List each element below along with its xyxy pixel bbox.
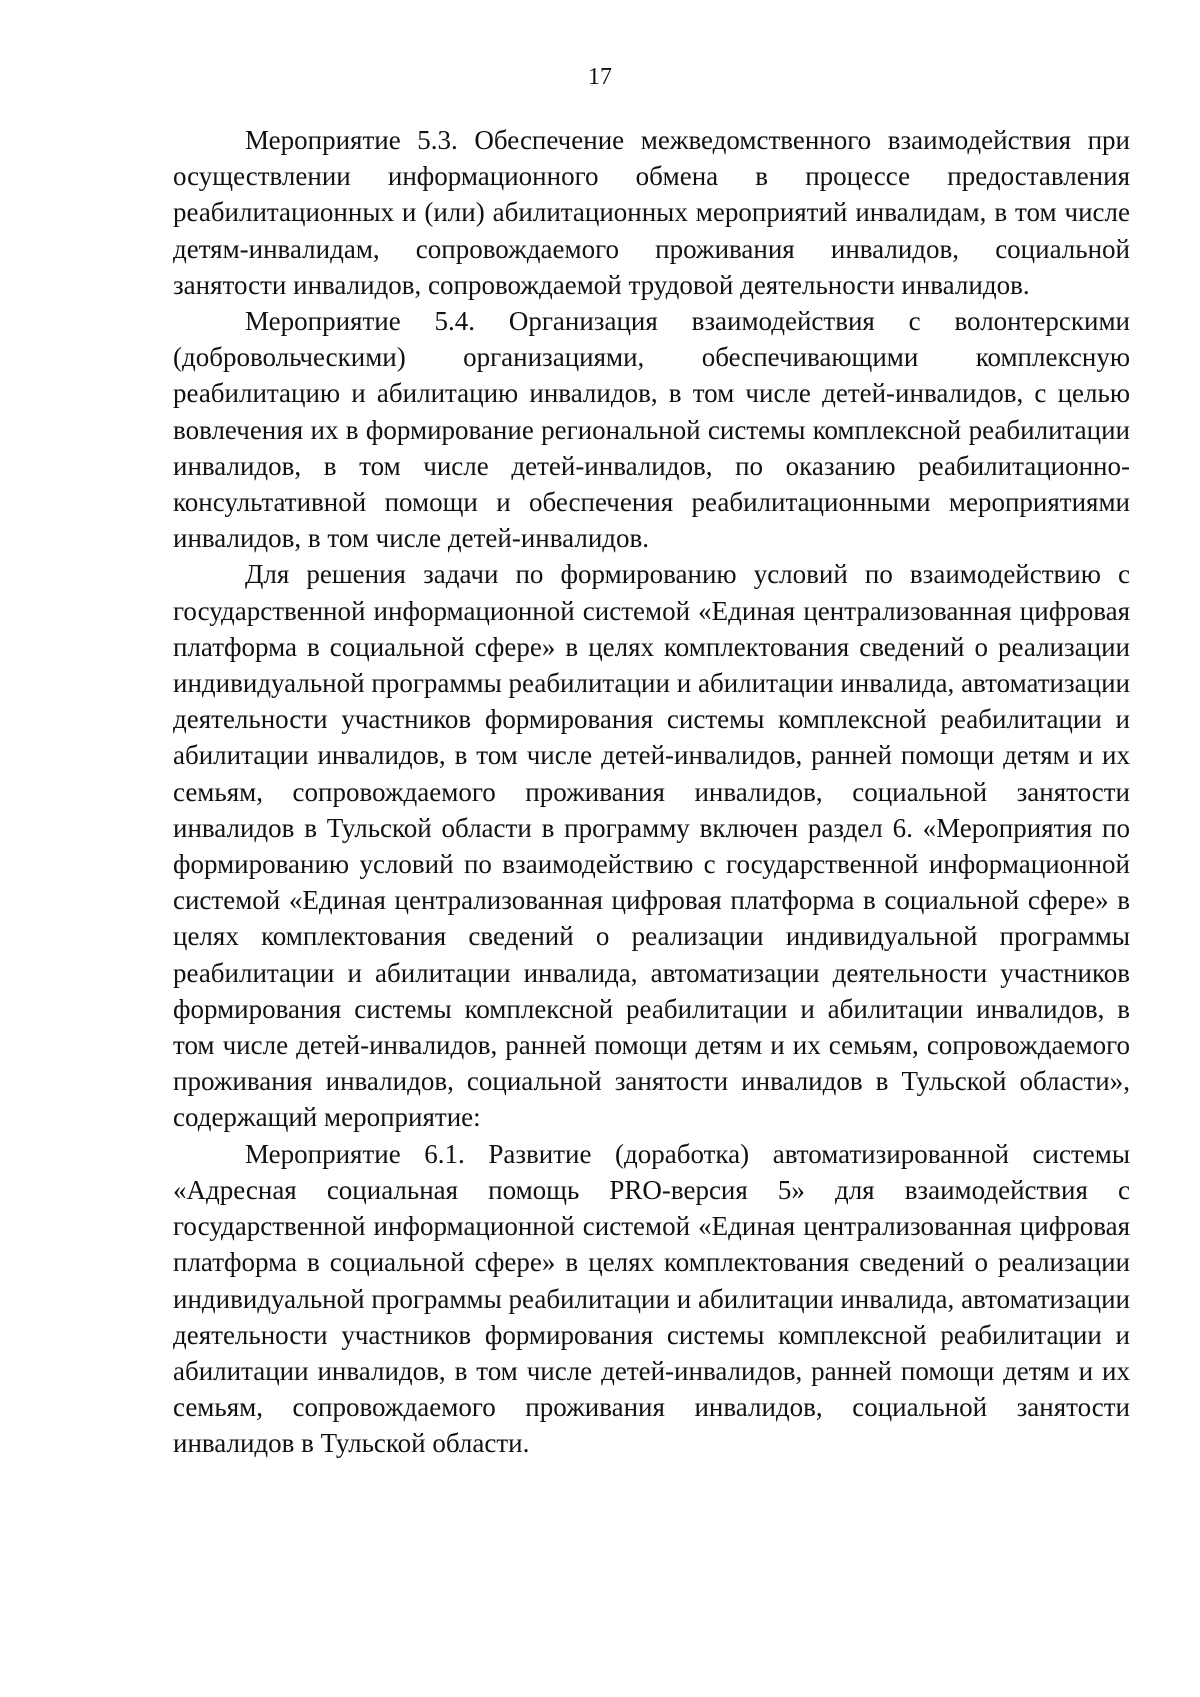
paragraph-measure-6-1: Мероприятие 6.1. Развитие (доработка) автоматизированной системы «Адресная социальная помощь PRO-версия 5» для взаимодействия с государственной информационной системой «Единая централизованная цифровая платформа в социальной сфере» в целях комплектования сведений о реализации индивидуальной программы реабилитации и абилитации инвалида, автоматизации деятельности участников формирования системы комплексной реабилитации и абилитации инвалидов, в том числе детей-инвалидов, ранней помощи детям и их семьям, сопровождаемого проживания инвалидов, социальной занятости инвалидов в Тульской области.: [173, 1138, 1130, 1459]
paragraph-measure-5-3: Мероприятие 5.3. Обеспечение межведомственного взаимодействия при осуществлении информационного обмена в процессе предоставления реабилитационных и (или) абилитационных мероприятий инвалидам, в том числе детям-инвалидам, сопровождаемого проживания инвалидов, социальной занятости инвалидов, сопровождаемой трудовой деятельности инвалидов.: [173, 125, 1130, 300]
paragraph-measure-5-4: Мероприятие 5.4. Организация взаимодействия с волонтерскими (добровольческими) организациями, обеспечивающими комплексную реабилитацию и абилитацию инвалидов, в том числе детей-инвалидов, с целью вовлечения их в формирование региональной системы комплексной реабилитации инвалидов, в том числе детей-инвалидов, по оказанию реабилитационно-консультативной помощи и обеспечения реабилитационными мероприятиями инвалидов, в том числе детей-инвалидов.: [173, 306, 1130, 554]
paragraph-section-6-intro: Для решения задачи по формированию условий по взаимодействию с государственной информационной системой «Единая централизованная цифровая платформа в социальной сфере» в целях комплектования сведений о реализации индивидуальной программы реабилитации и абилитации инвалида, автоматизации деятельности участников формирования системы комплексной реабилитации и абилитации инвалидов, в том числе детей-инвалидов, ранней помощи детям и их семьям, сопровождаемого проживания инвалидов, социальной занятости инвалидов в Тульской области в программу включен раздел 6. «Мероприятия по формированию условий по взаимодействию с государственной информационной системой «Единая централизованная цифровая платформа в социальной сфере» в целях комплектования сведений о реализации индивидуальной программы реабилитации и абилитации инвалида, автоматизации деятельности участников формирования системы комплексной реабилитации и абилитации инвалидов, в том числе детей-инвалидов, ранней помощи детям и их семьям, сопровождаемого проживания инвалидов, социальной занятости инвалидов в Тульской области», содержащий мероприятие:: [173, 559, 1130, 1133]
page-number: 17: [588, 64, 612, 90]
document-body: [173, 122, 1130, 1462]
